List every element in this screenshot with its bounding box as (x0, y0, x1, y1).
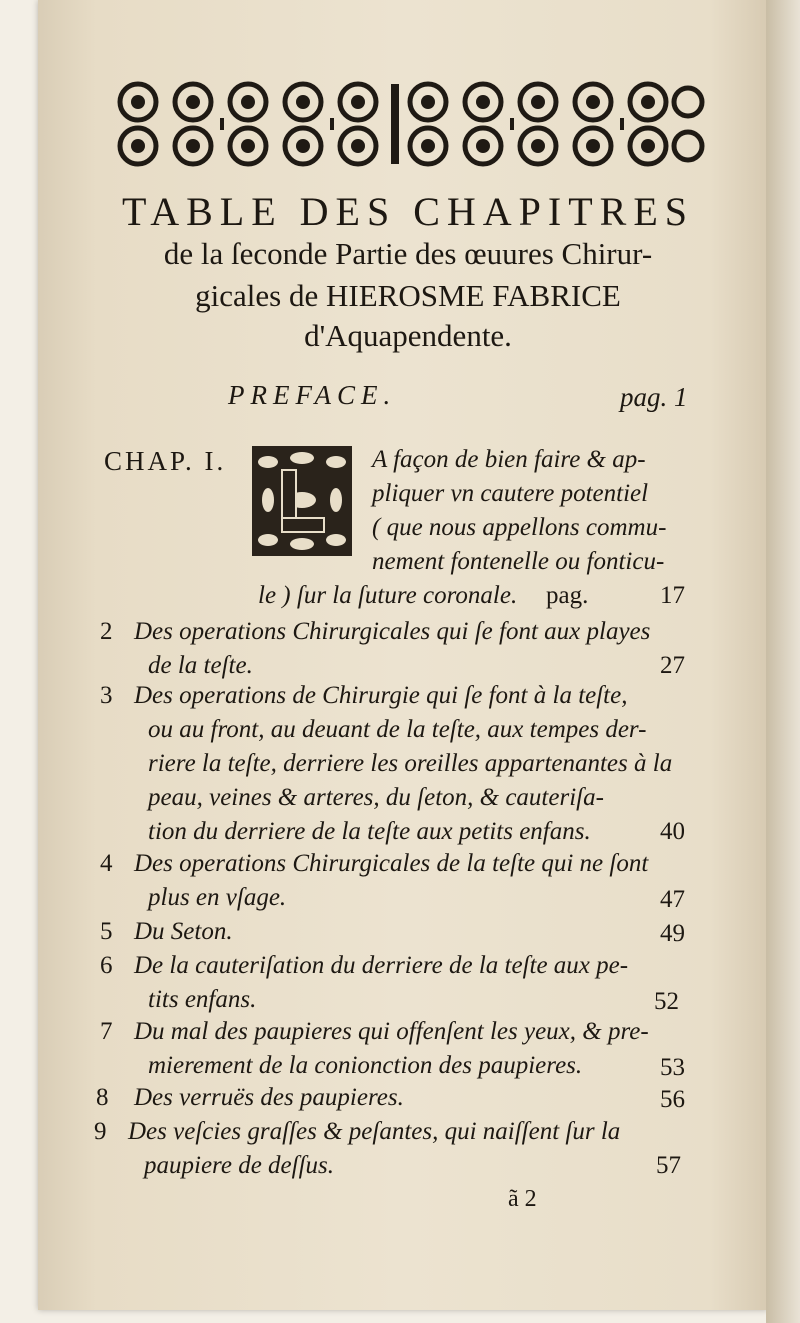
book-page (38, 0, 768, 1310)
entry-9-line-2: paupiere de deſſus. (144, 1152, 335, 1179)
entry-2-number: 2 (100, 618, 113, 645)
decorated-initial-l (250, 444, 354, 558)
entry-3-line-1: Des operations de Chirurgie qui ſe font à la teſte, (134, 682, 628, 709)
chapter-1-line-3: ( que nous appellons commu- (372, 514, 667, 541)
ornamental-header-band (108, 74, 708, 174)
entry-8-page: 56 (660, 1086, 685, 1113)
title-line-4: d'Aquapendente. (304, 318, 512, 353)
signature-mark: ã 2 (508, 1186, 537, 1212)
entry-7-page: 53 (660, 1054, 685, 1081)
chapter-1-label: CHAP. I. (104, 446, 227, 476)
title-line-3: gicales de HIEROSME FABRICE (195, 278, 621, 313)
entry-5-line-1: Du Seton. (134, 918, 233, 945)
chapter-1-line-1: A façon de bien faire & ap- (372, 446, 646, 473)
entry-3-line-4: peau, veines & arteres, du ſeton, & cauteriſa- (148, 784, 604, 811)
entry-7-number: 7 (100, 1018, 113, 1045)
entry-8-line-1: Des verruës des paupieres. (134, 1084, 404, 1111)
entry-7-line-2: mierement de la conionction des paupieres. (148, 1052, 583, 1079)
entry-5-number: 5 (100, 918, 113, 945)
title-line-2: de la ſeconde Partie des œuures Chirur- (163, 236, 653, 271)
title-line-1: TABLE DES CHAPITRES (121, 189, 695, 234)
chapter-1-pag-word: pag. (546, 582, 589, 609)
entry-2-line-1: Des operations Chirurgicales qui ſe font aux playes (134, 618, 651, 645)
entry-3-line-3: riere la teſte, derriere les oreilles appartenantes à la (148, 750, 673, 777)
entry-9-number: 9 (94, 1118, 107, 1145)
entry-2-line-2: de la teſte. (148, 652, 253, 679)
preface-page: pag. 1 (620, 382, 688, 412)
chapter-1-page: 17 (660, 582, 685, 609)
entry-3-line-2: ou au front, au deuant de la teſte, aux tempes der- (148, 716, 647, 743)
entry-4-line-1: Des operations Chirurgicales de la teſte qui ne ſont (134, 850, 649, 877)
entry-6-page: 52 (654, 988, 679, 1015)
entry-6-line-1: De la cauteriſation du derriere de la teſte aux pe- (134, 952, 629, 979)
entry-9-page: 57 (656, 1152, 681, 1179)
entry-4-page: 47 (660, 886, 685, 913)
chapter-1-line-2: pliquer vn cautere potentiel (372, 480, 649, 507)
entry-5-page: 49 (660, 920, 685, 947)
entry-6-number: 6 (100, 952, 113, 979)
entry-3-line-5: tion du derriere de la teſte aux petits enfans. (148, 818, 591, 845)
entry-6-line-2: tits enfans. (148, 986, 257, 1013)
entry-9-line-1: Des veſcies graſſes & peſantes, qui naiſſent ſur la (128, 1118, 621, 1145)
entry-3-number: 3 (100, 682, 113, 709)
entry-3-page: 40 (660, 818, 685, 845)
chapter-1-line-4: nement fontenelle ou fonticu- (372, 548, 665, 575)
entry-2-page: 27 (660, 652, 685, 679)
entry-7-line-1: Du mal des paupieres qui offenſent les yeux, & pre- (134, 1018, 649, 1045)
preface-label: PREFACE. (228, 380, 397, 410)
chapter-1-line-5: le ) ſur la ſuture coronale. (258, 582, 518, 609)
entry-8-number: 8 (96, 1084, 109, 1111)
entry-4-number: 4 (100, 850, 113, 877)
adjacent-page-edge (766, 0, 800, 1323)
entry-4-line-2: plus en vſage. (148, 884, 287, 911)
